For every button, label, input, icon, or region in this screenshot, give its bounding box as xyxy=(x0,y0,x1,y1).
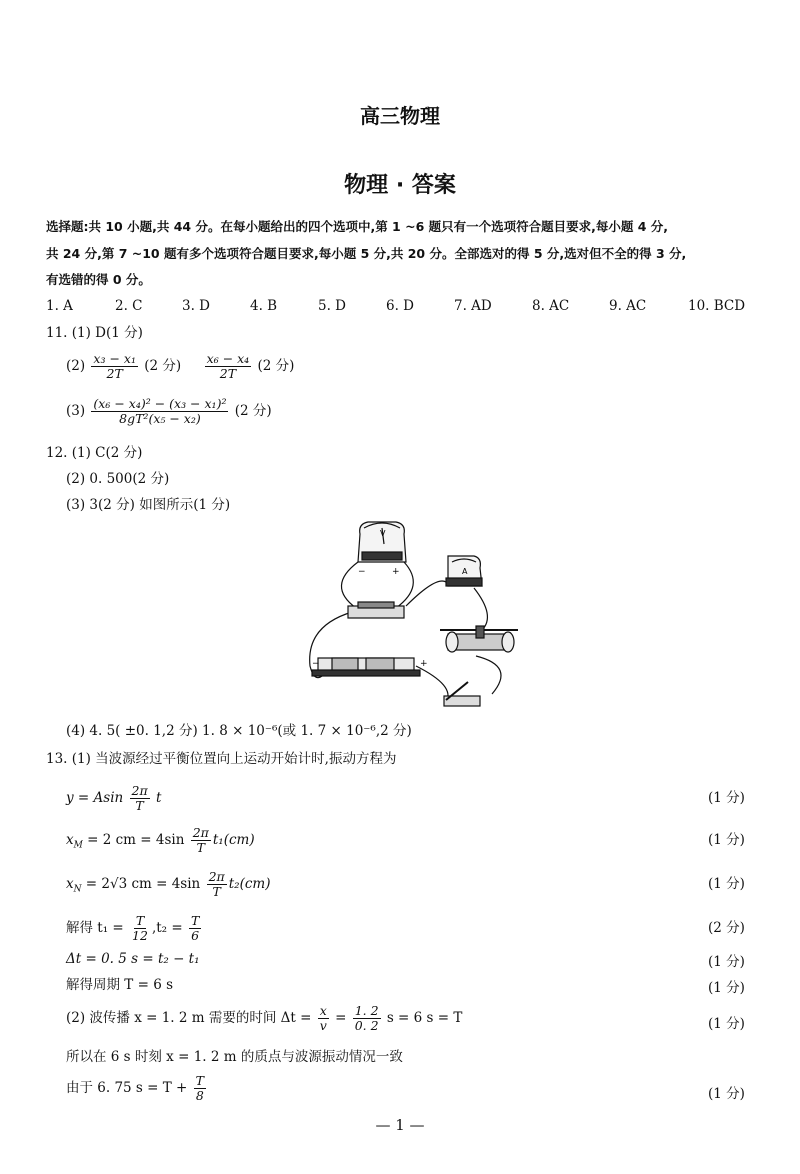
rheostat-icon xyxy=(440,626,518,652)
mc-answer: 1. A xyxy=(46,298,73,314)
eq-text: = 2√3 cm = 4sin xyxy=(81,876,201,892)
q13-eq9 xyxy=(66,1074,208,1103)
denominator: 2T xyxy=(106,366,123,381)
denominator: v xyxy=(319,1018,327,1033)
mc-answer: 4. B xyxy=(250,298,278,314)
score: (1 分) xyxy=(708,832,745,848)
eq-text: (2) 波传播 x = 1. 2 m 需要的时间 Δt = xyxy=(66,1010,316,1026)
mc-answer: 6. D xyxy=(386,298,414,314)
eq-text: = xyxy=(330,1010,351,1026)
score: (2 分) xyxy=(234,403,272,419)
mc-answer: 7. AD xyxy=(454,298,492,314)
score: (2 分) xyxy=(708,920,745,936)
denominator: 12 xyxy=(132,928,148,943)
q13-eq7 xyxy=(66,1004,462,1033)
denominator: 6 xyxy=(191,928,200,943)
minus-sign: − xyxy=(358,567,366,577)
q13-eq2 xyxy=(66,826,255,855)
eq-text: = 2 cm = 4sin xyxy=(82,832,185,848)
intro-line-2: 共 24 分,第 7 ~10 题有多个选项符合题目要求,每小题 5 分,共 20 分。全部选对的得 5 分,选对但不全的得 3 分, xyxy=(46,246,687,261)
denominator: 8 xyxy=(195,1088,204,1103)
score: (1 分) xyxy=(708,1086,745,1102)
eq-text: ,t₂ = xyxy=(151,920,187,936)
q11-part3 xyxy=(66,397,272,426)
eq-text: y = Asin xyxy=(66,790,124,806)
voltmeter-icon xyxy=(358,522,406,562)
mc-answer: 5. D xyxy=(318,298,346,314)
numerator: T xyxy=(135,913,145,928)
numerator: T xyxy=(195,1073,204,1088)
denominator: T xyxy=(212,884,221,899)
numerator: x xyxy=(319,1003,327,1018)
resistor-icon xyxy=(444,682,480,706)
mc-answer: 3. D xyxy=(182,298,210,314)
fraction xyxy=(91,352,138,381)
q11-part2 xyxy=(66,352,294,381)
ammeter-label: A xyxy=(462,567,468,576)
denominator: 8gT²(x₅ − x₂) xyxy=(119,411,201,426)
denominator: T xyxy=(135,798,144,813)
intro-line-3: 有选错的得 0 分。 xyxy=(46,272,151,287)
score: (1 分) xyxy=(708,1016,745,1032)
numerator: x₃ − x₁ xyxy=(93,351,136,366)
q13-intro: 13. (1) 当波源经过平衡位置向上运动开始计时,振动方程为 xyxy=(46,751,397,767)
score: (1 分) xyxy=(708,980,745,996)
numerator: T xyxy=(190,913,200,928)
eq-text: 解得 t₁ = xyxy=(66,920,129,936)
fraction xyxy=(191,826,211,855)
score: (1 分) xyxy=(708,954,745,970)
eq-text: t₂(cm) xyxy=(228,876,271,892)
plus-sign: + xyxy=(392,567,400,577)
q12-part4: (4) 4. 5( ±0. 1,2 分) 1. 8 × 10⁻⁶(或 1. 7 × 10⁻⁶,2 分) xyxy=(66,723,412,739)
score: (2 分) xyxy=(257,358,295,374)
score: (1 分) xyxy=(708,876,745,892)
part-label: (2) xyxy=(66,358,86,374)
subscript: N xyxy=(73,884,82,895)
plus-sign: + xyxy=(420,659,428,669)
mc-answer: 8. AC xyxy=(532,298,570,314)
fraction xyxy=(207,870,227,899)
fraction xyxy=(130,914,150,943)
battery-icon xyxy=(312,658,420,676)
q12-part2: (2) 0. 500(2 分) xyxy=(66,471,170,487)
eq-text: t₁(cm) xyxy=(212,832,255,848)
eq-text: t xyxy=(155,790,162,806)
fraction xyxy=(189,914,201,943)
minus-sign: − xyxy=(312,659,320,669)
fraction xyxy=(194,1074,206,1103)
fraction xyxy=(205,352,252,381)
fraction xyxy=(353,1004,381,1033)
eq-text: s = 6 s = T xyxy=(382,1010,463,1026)
eq-text: x xyxy=(66,832,74,848)
q12-part3: (3) 3(2 分) 如图所示(1 分) xyxy=(66,497,231,513)
fraction xyxy=(318,1004,329,1033)
circuit-diagram xyxy=(296,516,528,714)
part-label: (3) xyxy=(66,403,86,419)
eq-text: x xyxy=(66,876,74,892)
mc-answer: 9. AC xyxy=(609,298,647,314)
q13-eq5: Δt = 0. 5 s = t₂ − t₁ xyxy=(66,951,200,967)
score: (2 分) xyxy=(144,358,182,374)
denominator: 0. 2 xyxy=(354,1018,379,1033)
q13-eq6: 解得周期 T = 6 s xyxy=(66,977,173,993)
q12-part1: 12. (1) C(2 分) xyxy=(46,445,143,461)
eq-text: 由于 6. 75 s = T + xyxy=(66,1080,192,1096)
numerator: x₆ − x₄ xyxy=(206,351,250,366)
doc-title: 物理 · 答案 xyxy=(344,173,456,198)
fraction xyxy=(91,397,228,426)
denominator: T xyxy=(196,840,205,855)
mc-answer: 10. BCD xyxy=(688,298,746,314)
subject-title: 高三物理 xyxy=(360,104,440,128)
numerator: 1. 2 xyxy=(354,1003,379,1018)
numerator: 2π xyxy=(131,783,148,798)
q13-eq3 xyxy=(66,870,270,899)
q13-eq4 xyxy=(66,914,203,943)
mc-answer: 2. C xyxy=(115,298,143,314)
q13-eq1 xyxy=(66,784,161,813)
numerator: (x₆ − x₄)² − (x₃ − x₁)² xyxy=(93,396,227,411)
fraction xyxy=(130,784,150,813)
switch-icon xyxy=(348,602,404,618)
page-number: — 1 — xyxy=(375,1116,425,1134)
score: (1 分) xyxy=(708,790,745,806)
q11-part1: 11. (1) D(1 分) xyxy=(46,325,143,341)
subscript: M xyxy=(73,840,83,851)
numerator: 2π xyxy=(208,869,225,884)
intro-line-1: 选择题:共 10 小题,共 44 分。在每小题给出的四个选项中,第 1 ~6 题只有一个选项符合题目要求,每小题 4 分, xyxy=(46,219,669,234)
numerator: 2π xyxy=(192,825,209,840)
voltmeter-label: V xyxy=(380,529,386,538)
q13-eq8: 所以在 6 s 时刻 x = 1. 2 m 的质点与波源振动情况一致 xyxy=(66,1049,403,1065)
denominator: 2T xyxy=(219,366,237,381)
